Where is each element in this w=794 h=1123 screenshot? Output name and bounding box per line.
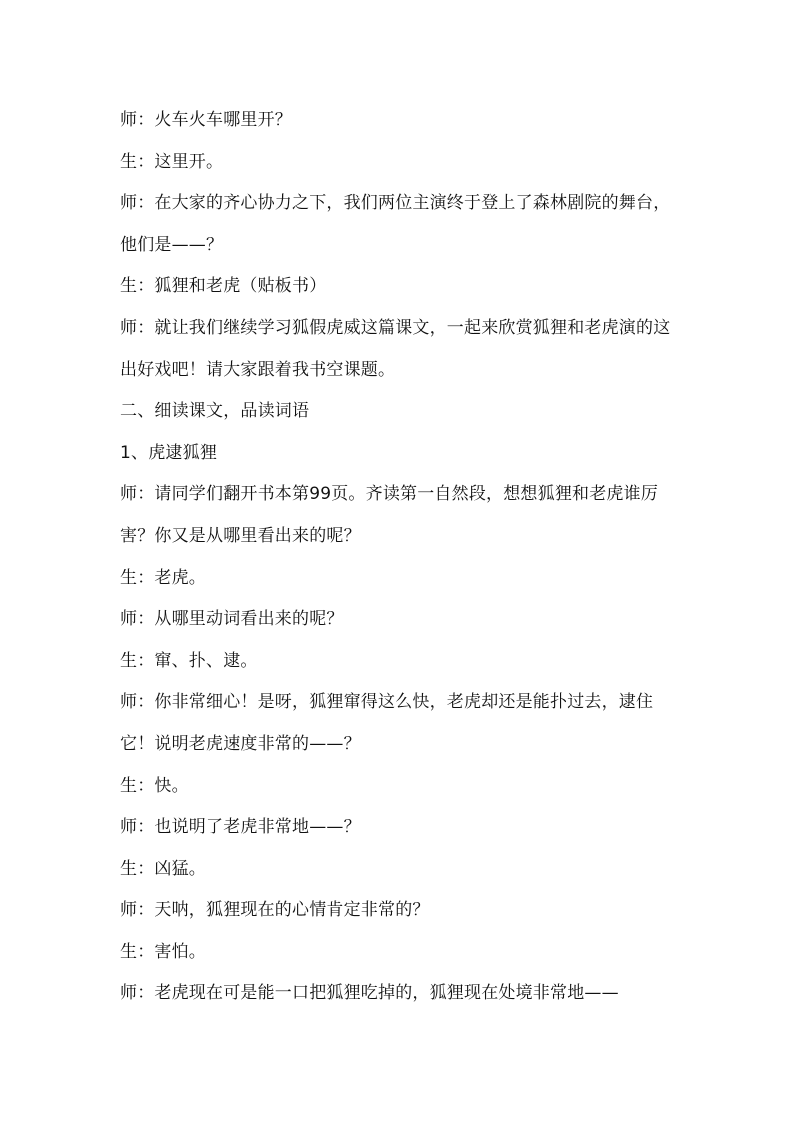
dialogue-line: 生：狐狸和老虎（贴板书）	[120, 276, 327, 297]
dialogue-line: 师：就让我们继续学习狐假虎威这篇课文，一起来欣赏狐狸和老虎演的这出好戏吧！请大家跟着我书空课题。	[120, 317, 671, 380]
dialogue-line: 师：在大家的齐心协力之下，我们两位主演终于登上了森林剧院的舞台，他们是——？	[120, 193, 671, 255]
dialogue-line: 生：害怕。	[120, 941, 206, 962]
section-heading: 二、细读课文，品读词语	[120, 401, 310, 422]
dialogue-line: 生：这里开。	[120, 151, 224, 172]
dialogue-line: 生：老虎。	[120, 567, 206, 588]
subsection-heading: 1、虎逮狐狸	[120, 442, 218, 463]
dialogue-line: 师：老虎现在可是能一口把狐狸吃掉的，狐狸现在处境非常地——	[120, 983, 619, 1004]
dialogue-line: 生：凶猛。	[120, 858, 206, 879]
lesson-transcript	[120, 100, 680, 1015]
dialogue-line: 师：也说明了老虎非常地——？	[120, 817, 361, 838]
dialogue-line: 师：你非常细心！是呀，狐狸窜得这么快，老虎却还是能扑过去，逮住它！说明老虎速度非常的——？	[120, 692, 654, 754]
dialogue-line: 师：火车火车哪里开？	[120, 110, 292, 130]
dialogue-line: 师：天呐，狐狸现在的心情肯定非常的？	[120, 900, 430, 921]
dialogue-line: 生：快。	[120, 775, 189, 796]
dialogue-line: 生：窜、扑、逮。	[120, 650, 258, 671]
dialogue-line: 师：从哪里动词看出来的呢？	[120, 609, 344, 630]
dialogue-line: 师：请同学们翻开书本第99页。齐读第一自然段，想想狐狸和老虎谁厉害？你又是从哪里看出来的呢？	[120, 484, 659, 546]
